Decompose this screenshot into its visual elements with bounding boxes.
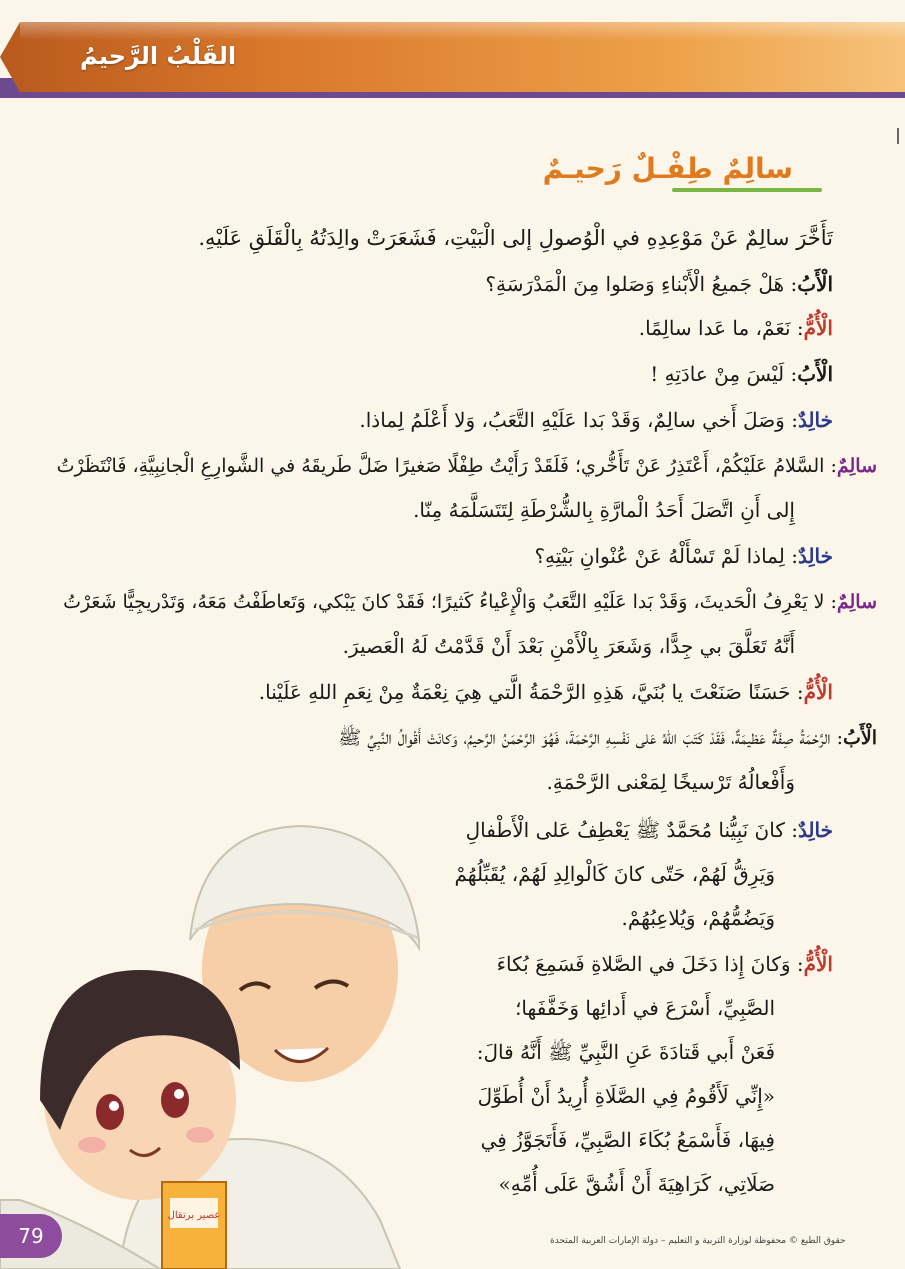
narration-line: تَأَخَّرَ سالِمٌ عَنْ مَوْعِدِهِ في الْوُصولِ إلى الْبَيْتِ، فَشَعَرَتْ والِدَتُهُ بِالْقَلَقِ عَلَيْهِ. — [198, 226, 833, 250]
banner-shine — [20, 22, 905, 40]
speaker-father: الْأَبُ — [842, 727, 877, 749]
speaker-khalid: خالِدٌ — [797, 818, 833, 842]
lesson-title: القَلْبُ الرَّحيمُ — [80, 42, 237, 70]
speaker-mother: الْأُمُّ — [803, 680, 833, 704]
dialogue-line: خالِدٌ: وَصَلَ أَخي سالِمٌ، وَقَدْ بَدا عَلَيْهِ التَّعَبُ، وَلا أَعْلَمُ لِماذا. — [359, 408, 833, 432]
dialogue-continuation: الصَّبِيِّ، أَسْرَعَ في أَدائِها وَخَفَّفَها؛ — [515, 996, 775, 1020]
speaker-khalid: خالِدٌ — [797, 408, 833, 432]
speaker-khalid: خالِدٌ — [797, 544, 833, 568]
dialogue-line: الْأَبُ: الرَّحْمَةُ صِفَةٌ عَظيمَةٌ، فَقَدْ كَتَبَ اللهُ عَلى نَفْسِهِ الرَّحْمَةَ، فَهُوَ الرَّحْمَنُ الرَّحيمُ، وَكانَتْ أَقْوالُ النَّبِيِّ ﷺ — [338, 727, 877, 749]
juice-box-label: عصير برتقال — [167, 1210, 221, 1221]
speaker-mother: الْأُمُّ — [803, 952, 833, 976]
speaker-salem: سالِمٌ — [836, 591, 877, 613]
dialogue-line: خالِدٌ: لِماذا لَمْ تَسْأَلْهُ عَنْ عُنْوانِ بَيْتِهِ؟ — [534, 544, 833, 568]
dialogue-line: الْأُمُّ: وَكانَ إِذا دَخَلَ في الصَّلاةِ فَسَمِعَ بُكاءَ — [496, 952, 833, 976]
dialogue-line: الْأَبُ: لَيْسَ مِنْ عادَتِهِ ! — [650, 362, 833, 386]
dialogue-line: الْأُمُّ: نَعَمْ، ما عَدا سالِمًا. — [638, 316, 833, 340]
dialogue-line: خالِدٌ: كانَ نَبِيُّنا مُحَمَّدٌ ﷺ يَعْطِفُ عَلى الْأَطْفالِ — [465, 818, 833, 842]
dialogue-line: الْأَبُ: هَلْ جَميعُ الْأَبْناءِ وَصَلوا مِنَ الْمَدْرَسَةِ؟ — [485, 272, 833, 296]
dialogue-continuation: إِلى أَنِ اتَّصَلَ أَحَدُ الْمارَّةِ بِالشُّرْطَةِ لِتَتَسَلَّمَهُ مِنّا. — [413, 498, 795, 522]
dialogue-continuation: وَيَرِقُّ لَهُمْ، حَتّى كانَ كَالْوالِدِ لَهُمْ، يُقَبِّلُهُمْ — [454, 862, 775, 886]
children-illustration — [0, 800, 420, 1269]
section-title: سالِمٌ طِفْـلٌ رَحيـمٌ — [542, 152, 793, 185]
dialogue-continuation: وَأَفْعالُهُ تَرْسيخًا لِمَعْنى الرَّحْمَةِ. — [546, 770, 795, 794]
hadith-line: فِيهَا، فَأَسْمَعُ بُكَاءَ الصَّبِيِّ، فَأَتَجَوَّزُ فِي — [480, 1128, 775, 1152]
dialogue-continuation: فَعَنْ أَبي قَتادَةَ عَنِ النَّبِيِّ ﷺ أَنَّهُ قالَ: — [476, 1040, 775, 1064]
speaker-father: الْأَبُ — [797, 272, 833, 296]
speaker-salem: سالِمٌ — [836, 455, 877, 477]
dialogue-line: سالِمٌ: السَّلامُ عَلَيْكُمْ، أَعْتَذِرُ عَنْ تَأَخُّري؛ فَلَقَدْ رَأَيْتُ طِفْلًا صَغيرًا ضَلَّ طَريقَهُ في الشَّوارِعِ الْجانِبِيَّةِ، فَانْتَظَرْتُ — [56, 455, 877, 477]
speaker-mother: الْأُمُّ — [803, 316, 833, 340]
dialogue-continuation: أَنَّهُ تَعَلَّقَ بي جِدًّا، وَشَعَرَ بِالْأَمْنِ بَعْدَ أَنْ قَدَّمْتُ لَهُ الْعَصيرَ. — [342, 634, 795, 658]
hadith-line: «إِنِّي لَأَقُومُ فِي الصَّلَاةِ أُرِيدُ أَنْ أُطَوِّلَ — [477, 1084, 775, 1108]
hadith-line: صَلَاتِي، كَرَاهِيَةَ أَنْ أَشُقَّ عَلَى أُمِّهِ» — [498, 1172, 775, 1196]
margin-mark — [897, 128, 899, 144]
speaker-father: الْأَبُ — [797, 362, 833, 386]
dialogue-line: سالِمٌ: لا يَعْرِفُ الْحَديثَ، وَقَدْ بَدا عَلَيْهِ التَّعَبُ وَالْإِعْياءُ كَثيرًا؛ فَقَدْ كانَ يَبْكي، وَتَعاطَفْتُ مَعَهُ، وَتَدْريجِيًّا شَعَرْتُ — [63, 591, 877, 613]
section-underline — [672, 188, 822, 192]
page-number: 79 — [0, 1214, 62, 1258]
dialogue-continuation: وَيَضُمُّهُمْ، وَيُلاعِبُهُمْ. — [621, 906, 775, 930]
dialogue-line: الْأُمُّ: حَسَنًا صَنَعْتَ يا بُنَيَّ، هَذِهِ الرَّحْمَةُ الَّتي هِيَ نِعْمَةٌ مِنْ نِعَمِ اللهِ عَلَيْنا. — [258, 680, 833, 704]
copyright-notice: حقوق الطبع © محفوظة لوزارة التربية و التعليم – دولة الإمارات العربية المتحدة — [550, 1236, 846, 1246]
